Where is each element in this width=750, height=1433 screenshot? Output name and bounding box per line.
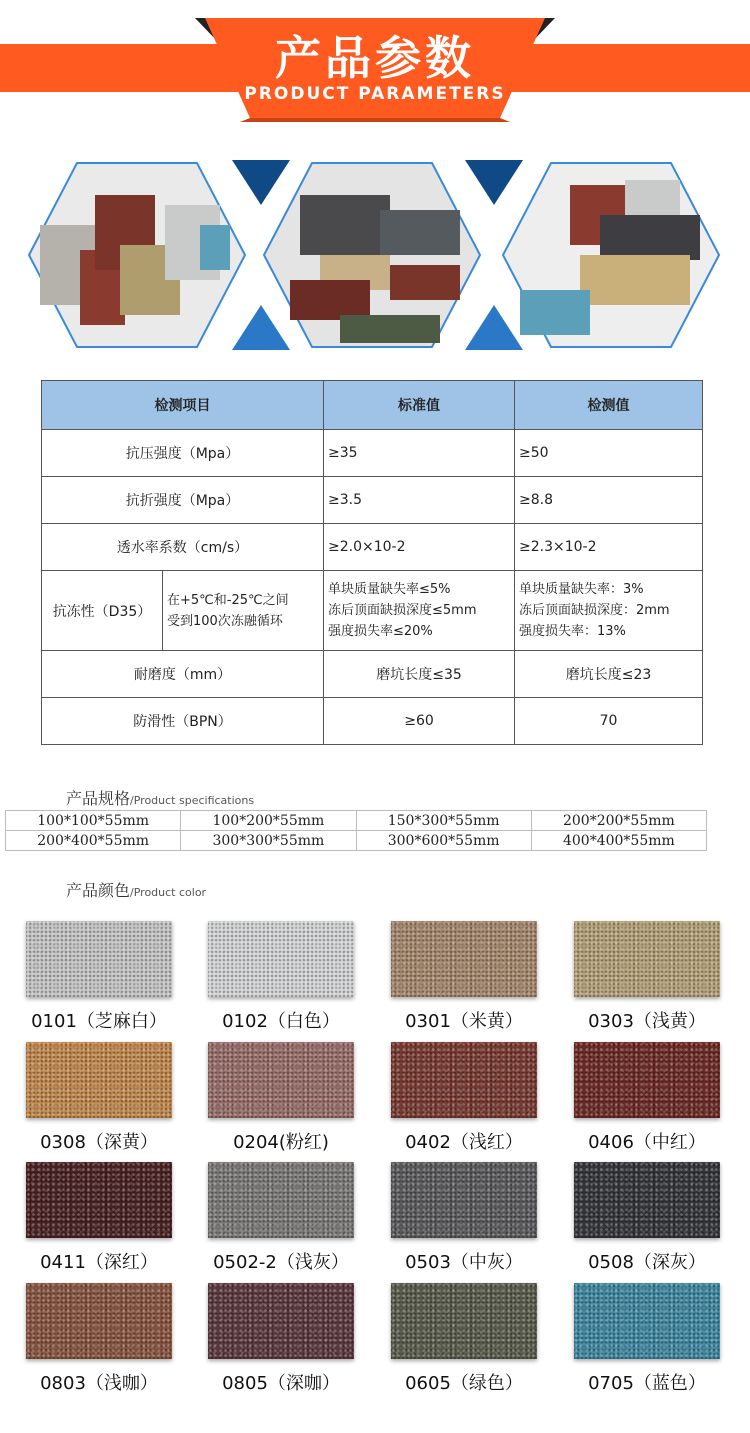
measured-line: 冻后顶面缺损深度：2mm xyxy=(519,603,670,618)
row-measured: ≥50 xyxy=(515,430,703,477)
row-measured: ≥2.3×10-2 xyxy=(515,524,703,571)
row-item: 抗冻性（D35） xyxy=(42,571,163,651)
color-swatch-label: 0502-2（浅灰） xyxy=(213,1252,349,1273)
color-swatch-label: 0705（蓝色） xyxy=(588,1373,706,1394)
standard-line: 强度损失率≤20% xyxy=(328,624,433,639)
row-condition xyxy=(163,571,324,651)
table-row xyxy=(6,831,707,851)
size-cell: 300*300*55mm xyxy=(181,831,356,851)
color-swatch xyxy=(26,1283,172,1359)
row-standard: ≥35 xyxy=(324,430,515,477)
table-row xyxy=(42,698,703,745)
row-item: 抗压强度（Mpa） xyxy=(42,430,324,477)
color-swatch xyxy=(391,1042,537,1118)
color-swatch xyxy=(391,1162,537,1238)
test-parameters-table xyxy=(41,380,703,745)
color-swatch xyxy=(208,1042,354,1118)
color-swatch xyxy=(391,921,537,997)
color-swatch xyxy=(208,1283,354,1359)
row-standard: 磨坑长度≤35 xyxy=(324,651,515,698)
photo-hexagon-2 xyxy=(264,163,480,347)
decor-triangle xyxy=(465,305,523,350)
specs-title-en: /Product specifications xyxy=(130,794,255,807)
color-swatch-label: 0204(粉红) xyxy=(233,1132,329,1153)
color-swatch xyxy=(26,1042,172,1118)
color-swatch-label: 0508（深灰） xyxy=(588,1252,706,1273)
photo-hexagon-1 xyxy=(29,163,245,347)
standard-line: 冻后顶面缺损深度≤5mm xyxy=(328,603,477,618)
decor-triangle xyxy=(232,305,290,350)
color-swatch xyxy=(208,921,354,997)
row-measured: ≥8.8 xyxy=(515,477,703,524)
color-swatch-label: 0803（浅咖） xyxy=(40,1373,158,1394)
table-row xyxy=(42,524,703,571)
table-row-frost xyxy=(42,571,703,651)
decor-triangle xyxy=(465,160,523,205)
color-swatch-label: 0402（浅红） xyxy=(405,1132,523,1153)
condition-line: 受到100次冻融循环 xyxy=(167,613,283,629)
color-swatch xyxy=(208,1162,354,1238)
size-cell: 400*400*55mm xyxy=(531,831,706,851)
color-swatch-label: 0406（中红） xyxy=(588,1132,706,1153)
size-cell: 100*100*55mm xyxy=(6,811,181,831)
measured-line: 单块质量缺失率：3% xyxy=(519,582,644,597)
header-standard: 标准值 xyxy=(324,381,515,430)
color-swatch-label: 0102（白色） xyxy=(222,1011,340,1032)
row-measured: 磨坑长度≤23 xyxy=(515,651,703,698)
table-row xyxy=(42,477,703,524)
color-swatch xyxy=(26,1162,172,1238)
color-swatch xyxy=(26,921,172,997)
photo-hexagon-3 xyxy=(503,163,719,347)
condition-line: 在+5℃和-25℃之间 xyxy=(167,592,289,608)
standard-line: 单块质量缺失率≤5% xyxy=(328,582,451,597)
colors-heading xyxy=(66,878,206,901)
specs-heading xyxy=(66,786,254,809)
header-measured: 检测值 xyxy=(515,381,703,430)
header-banner xyxy=(0,0,750,122)
row-standard: ≥3.5 xyxy=(324,477,515,524)
row-measured xyxy=(515,571,703,651)
color-swatch-label: 0303（浅黄） xyxy=(588,1011,706,1032)
decor-triangle xyxy=(232,160,290,205)
product-photos xyxy=(0,155,750,355)
row-standard xyxy=(324,571,515,651)
color-swatch-label: 0301（米黄） xyxy=(405,1011,523,1032)
row-item: 耐磨度（mm） xyxy=(42,651,324,698)
color-swatch-label: 0101（芝麻白） xyxy=(31,1011,167,1032)
color-swatch xyxy=(574,1042,720,1118)
color-swatch-label: 0503（中灰） xyxy=(405,1252,523,1273)
page-title: 产品参数 xyxy=(275,31,475,85)
table-row xyxy=(42,651,703,698)
color-swatch-label: 0605（绿色） xyxy=(405,1373,523,1394)
size-cell: 150*300*55mm xyxy=(356,811,531,831)
size-cell: 100*200*55mm xyxy=(181,811,356,831)
row-item: 透水率系数（cm/s） xyxy=(42,524,324,571)
table-row xyxy=(6,811,707,831)
size-cell: 200*400*55mm xyxy=(6,831,181,851)
color-swatch xyxy=(574,1162,720,1238)
colors-title-en: /Product color xyxy=(130,886,207,899)
table-header-row xyxy=(42,381,703,430)
table-row xyxy=(42,430,703,477)
sizes-table xyxy=(5,810,707,851)
color-swatch xyxy=(574,921,720,997)
color-swatch xyxy=(391,1283,537,1359)
measured-line: 强度损失率：13% xyxy=(519,624,626,639)
row-item: 抗折强度（Mpa） xyxy=(42,477,324,524)
page-subtitle: PRODUCT PARAMETERS xyxy=(244,84,506,104)
size-cell: 300*600*55mm xyxy=(356,831,531,851)
row-item: 防滑性（BPN） xyxy=(42,698,324,745)
color-swatch-label: 0308（深黄） xyxy=(40,1132,158,1153)
row-standard: ≥60 xyxy=(324,698,515,745)
header-item: 检测项目 xyxy=(42,381,324,430)
size-cell: 200*200*55mm xyxy=(531,811,706,831)
row-measured: 70 xyxy=(515,698,703,745)
color-swatch-label: 0411（深红） xyxy=(40,1252,158,1273)
colors-title: 产品颜色 xyxy=(66,881,131,900)
row-standard: ≥2.0×10-2 xyxy=(324,524,515,571)
specs-title: 产品规格 xyxy=(66,789,131,808)
color-swatch-label: 0805（深咖） xyxy=(222,1373,340,1394)
color-swatch xyxy=(574,1283,720,1359)
